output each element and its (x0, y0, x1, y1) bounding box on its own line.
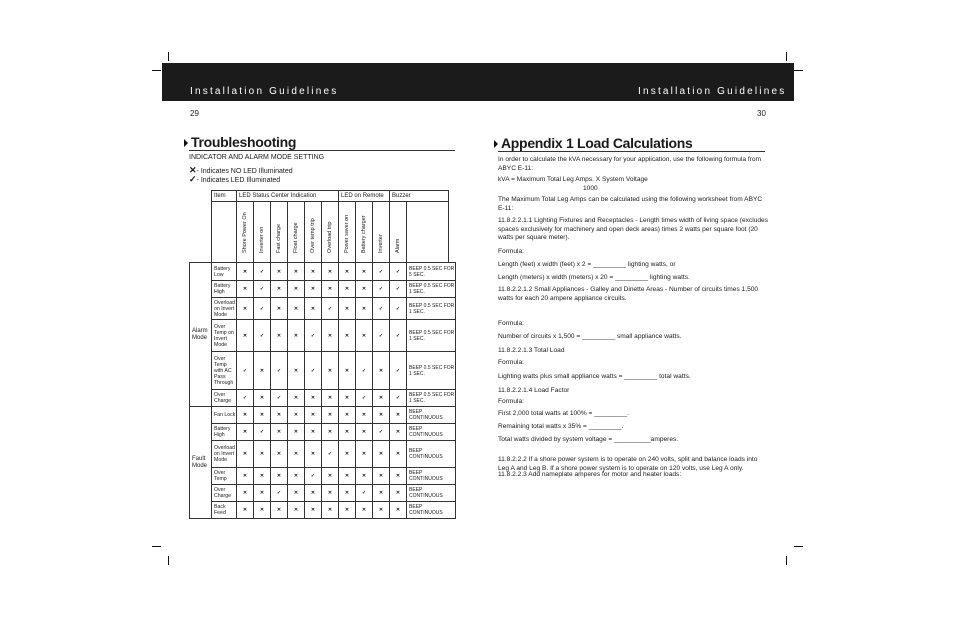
x-mark-icon: ✕ (237, 263, 254, 281)
x-mark-icon: ✕ (271, 298, 288, 320)
row-label: Over Temp with AC Pass Through (212, 352, 237, 390)
x-mark-icon: ✕ (237, 407, 254, 424)
x-mark-icon: ✕ (339, 485, 356, 502)
x-mark-icon: ✕ (373, 485, 390, 502)
buzzer-cell: BEEP CONTINUOUS (407, 485, 456, 502)
check-mark-icon: ✓ (373, 320, 390, 352)
led-remote-header: LED on Remote (339, 191, 390, 202)
crop-mark (152, 546, 161, 547)
blank-header-cell (212, 202, 237, 263)
x-mark-icon: ✕ (271, 468, 288, 485)
body-paragraph: 11.8.2.2.1.2 Small Appliances - Galley and Dinette Areas - Number of circuits times 1,500 watts for each 20 ampere appliance circuits. (498, 286, 759, 302)
x-mark-icon: ✕ (288, 281, 305, 298)
x-mark-icon: ✕ (271, 441, 288, 468)
x-mark-icon: ✕ (373, 502, 390, 519)
x-mark-icon: ✕ (322, 407, 339, 424)
x-mark-icon: ✕ (237, 485, 254, 502)
indicator-table (189, 190, 456, 519)
x-mark-icon: ✕ (339, 320, 356, 352)
x-mark-icon: ✕ (390, 468, 407, 485)
row-label: Over Temp (212, 468, 237, 485)
x-mark-icon: ✕ (271, 320, 288, 352)
table-row (190, 424, 456, 441)
check-mark-icon: ✓ (373, 281, 390, 298)
x-mark-icon: ✕ (305, 263, 322, 281)
indicator-header-3: Float charge (288, 202, 305, 263)
indicator-header-5: Overload trip (322, 202, 339, 263)
x-mark-icon: ✕ (339, 441, 356, 468)
x-mark-icon: ✕ (305, 485, 322, 502)
x-mark-icon: ✕ (356, 502, 373, 519)
check-mark-icon: ✓ (390, 390, 407, 407)
x-mark-icon: ✕ (288, 468, 305, 485)
check-mark-icon: ✓ (356, 390, 373, 407)
buzzer-cell: BEEP CONTINUOUS (407, 502, 456, 519)
x-mark-icon: ✕ (390, 407, 407, 424)
page-number-right: 30 (757, 109, 766, 118)
body-paragraph: Remaining total watts x 35% = _________. (498, 423, 624, 430)
row-label: Over Temp on Invert Mode (212, 320, 237, 352)
x-mark-icon: ✕ (288, 424, 305, 441)
x-mark-icon: ✕ (237, 281, 254, 298)
table-row (190, 468, 456, 485)
x-mark-icon: ✕ (288, 298, 305, 320)
legend-no-led: ✕- Indicates NO LED Illuminated (189, 165, 293, 175)
body-paragraph: 11.8.2.2.1.4 Load Factor (498, 387, 570, 394)
table-row (190, 407, 456, 424)
table-row (190, 352, 456, 390)
indicator-header-8: Inverter (373, 202, 390, 263)
table-row (190, 502, 456, 519)
x-mark-icon: ✕ (373, 407, 390, 424)
x-mark-icon: ✕ (271, 281, 288, 298)
check-mark-icon: ✓ (390, 263, 407, 281)
title-arrow-icon (184, 139, 188, 147)
body-paragraph: Formula: (498, 398, 525, 405)
title-rule (189, 150, 455, 151)
buzzer-header: Buzzer (390, 191, 449, 202)
check-mark-icon: ✓ (356, 352, 373, 390)
x-mark-icon: ✕ (356, 298, 373, 320)
page-number-left: 29 (190, 109, 199, 118)
body-paragraph: Length (meters) x width (meters) x 20 = _________ lighting watts. (498, 274, 690, 281)
x-mark-icon: ✕ (390, 441, 407, 468)
x-mark-icon: ✕ (288, 352, 305, 390)
x-mark-icon: ✕ (322, 468, 339, 485)
check-mark-icon: ✓ (373, 298, 390, 320)
body-paragraph: kVA = Maximum Total Leg Amps. X System Voltage (498, 176, 648, 183)
crop-mark (152, 70, 161, 71)
table-row (190, 298, 456, 320)
x-mark-icon: ✕ (271, 502, 288, 519)
header-left-label: Installation Guidelines (190, 86, 339, 97)
x-mark-icon: ✕ (390, 485, 407, 502)
x-mark-icon: ✕ (339, 502, 356, 519)
x-mark-icon: ✕ (373, 352, 390, 390)
indicator-header-9: Alarm (390, 202, 407, 263)
x-mark-icon: ✕ (339, 468, 356, 485)
x-mark-icon: ✕ (356, 441, 373, 468)
check-mark-icon: ✓ (254, 281, 271, 298)
body-paragraph: Number of circuits x 1,500 = _________ small appliance watts. (498, 333, 682, 340)
x-mark-icon: ✕ (373, 390, 390, 407)
crop-mark (168, 52, 169, 61)
buzzer-cell: BEEP CONTINUOUS (407, 407, 456, 424)
x-mark-icon: ✕ (339, 263, 356, 281)
check-mark-icon: ✓ (390, 281, 407, 298)
x-mark-icon: ✕ (189, 165, 197, 175)
mode-group-label: Alarm Mode (190, 263, 212, 407)
row-label: Back Feed (212, 502, 237, 519)
buzzer-cell: BEEP CONTINUOUS (407, 441, 456, 468)
check-mark-icon: ✓ (390, 298, 407, 320)
check-mark-icon: ✓ (271, 485, 288, 502)
buzzer-cell: BEEP CONTINUOUS (407, 468, 456, 485)
body-paragraph: Formula: (498, 359, 525, 366)
check-mark-icon: ✓ (271, 352, 288, 390)
x-mark-icon: ✕ (305, 298, 322, 320)
x-mark-icon: ✕ (339, 390, 356, 407)
table-row (190, 320, 456, 352)
check-mark-icon: ✓ (373, 263, 390, 281)
x-mark-icon: ✕ (390, 424, 407, 441)
x-mark-icon: ✕ (339, 298, 356, 320)
x-mark-icon: ✕ (237, 298, 254, 320)
buzzer-cell: BEEP 0.5 SEC FOR 1 SEC. (407, 352, 456, 390)
x-mark-icon: ✕ (373, 468, 390, 485)
crop-mark (168, 556, 169, 565)
x-mark-icon: ✕ (322, 502, 339, 519)
x-mark-icon: ✕ (254, 352, 271, 390)
body-paragraph: The Maximum Total Leg Amps can be calculated using the following worksheet from ABYC E-11: (498, 196, 763, 212)
x-mark-icon: ✕ (322, 352, 339, 390)
x-mark-icon: ✕ (288, 407, 305, 424)
body-paragraph: Length (feet) x width (feet) x 2 = _________ lighting watts, or (498, 261, 676, 268)
buzzer-cell: BEEP 0.5 SEC FOR 1 SEC. (407, 320, 456, 352)
item-header: Item (212, 191, 237, 202)
crop-mark (794, 546, 803, 547)
table-row (190, 485, 456, 502)
body-paragraph: 11.8.2.2.3 Add nameplate amperes for motor and heater loads: (498, 471, 682, 478)
x-mark-icon: ✕ (305, 407, 322, 424)
row-label: Over Charge (212, 485, 237, 502)
x-mark-icon: ✕ (237, 502, 254, 519)
x-mark-icon: ✕ (390, 502, 407, 519)
x-mark-icon: ✕ (288, 441, 305, 468)
check-mark-icon: ✓ (305, 352, 322, 390)
appendix-title: Appendix 1 Load Calculations (494, 135, 693, 151)
crop-mark (786, 556, 787, 565)
x-mark-icon: ✕ (305, 502, 322, 519)
x-mark-icon: ✕ (288, 263, 305, 281)
x-mark-icon: ✕ (356, 320, 373, 352)
check-mark-icon: ✓ (254, 263, 271, 281)
x-mark-icon: ✕ (237, 320, 254, 352)
row-label: Battery Low (212, 263, 237, 281)
table-row (190, 263, 456, 281)
row-label: Fan Lock (212, 407, 237, 424)
title-arrow-icon (494, 140, 498, 148)
x-mark-icon: ✕ (373, 441, 390, 468)
x-mark-icon: ✕ (305, 281, 322, 298)
check-mark-icon: ✓ (254, 424, 271, 441)
body-paragraph: Total watts divided by system voltage = __________amperes. (498, 436, 679, 443)
x-mark-icon: ✕ (288, 390, 305, 407)
x-mark-icon: ✕ (254, 485, 271, 502)
x-mark-icon: ✕ (339, 407, 356, 424)
x-mark-icon: ✕ (339, 352, 356, 390)
row-label: Overload on Invert Mode (212, 441, 237, 468)
body-paragraph: Formula: (498, 320, 525, 327)
row-label: Overload on Invert Mode (212, 298, 237, 320)
row-label: Battery High (212, 424, 237, 441)
legend-led: ✓- Indicates LED Illuminated (189, 174, 281, 184)
crop-mark (794, 70, 803, 71)
troubleshooting-title: Troubleshooting (184, 134, 296, 150)
x-mark-icon: ✕ (288, 485, 305, 502)
title-rule (498, 151, 765, 152)
x-mark-icon: ✕ (271, 407, 288, 424)
x-mark-icon: ✕ (356, 263, 373, 281)
blank-header-cell (407, 202, 449, 263)
x-mark-icon: ✕ (322, 281, 339, 298)
check-mark-icon: ✓ (237, 390, 254, 407)
x-mark-icon: ✕ (322, 263, 339, 281)
blank-header-cell (190, 191, 212, 202)
buzzer-cell: BEEP 0.5 SEC FOR 1 SEC. (407, 281, 456, 298)
check-mark-icon: ✓ (356, 485, 373, 502)
indicator-subtitle: INDICATOR AND ALARM MODE SETTING (189, 154, 325, 161)
x-mark-icon: ✕ (322, 390, 339, 407)
buzzer-cell: BEEP 0.5 SEC FOR 1 SEC. (407, 390, 456, 407)
x-mark-icon: ✕ (305, 441, 322, 468)
x-mark-icon: ✕ (356, 281, 373, 298)
x-mark-icon: ✕ (305, 390, 322, 407)
x-mark-icon: ✕ (237, 424, 254, 441)
check-mark-icon: ✓ (322, 441, 339, 468)
blank-header-cell (190, 202, 212, 263)
check-mark-icon: ✓ (254, 320, 271, 352)
row-label: Over Charge (212, 390, 237, 407)
indicator-header-2: Fast charge (271, 202, 288, 263)
x-mark-icon: ✕ (322, 485, 339, 502)
x-mark-icon: ✕ (356, 407, 373, 424)
check-mark-icon: ✓ (271, 390, 288, 407)
x-mark-icon: ✕ (339, 424, 356, 441)
x-mark-icon: ✕ (271, 263, 288, 281)
intro-paragraph: In order to calculate the kVA necessary for your application, use the following formula from ABYC E-11: (498, 156, 762, 172)
check-mark-icon: ✓ (390, 352, 407, 390)
indicator-header-1: Inverter on (254, 202, 271, 263)
x-mark-icon: ✕ (254, 441, 271, 468)
indicator-header-7: Battery charger (356, 202, 373, 263)
x-mark-icon: ✕ (254, 468, 271, 485)
x-mark-icon: ✕ (356, 468, 373, 485)
x-mark-icon: ✕ (322, 424, 339, 441)
buzzer-cell: BEEP CONTINUOUS (407, 424, 456, 441)
check-mark-icon: ✓ (254, 298, 271, 320)
check-mark-icon: ✓ (390, 320, 407, 352)
x-mark-icon: ✕ (237, 468, 254, 485)
table-row (190, 441, 456, 468)
check-mark-icon: ✓ (237, 352, 254, 390)
led-status-header: LED Status Center Indication (237, 191, 339, 202)
buzzer-cell: BEEP 0.5 SEC FOR 1 SEC. (407, 298, 456, 320)
x-mark-icon: ✕ (356, 424, 373, 441)
indicator-header-6: Power saver on (339, 202, 356, 263)
x-mark-icon: ✕ (305, 424, 322, 441)
x-mark-icon: ✕ (271, 424, 288, 441)
body-paragraph: First 2,000 total watts at 100% = _________. (498, 410, 630, 417)
check-mark-icon: ✓ (189, 174, 197, 184)
buzzer-cell: BEEP 0.5 SEC FOR 5 SEC. (407, 263, 456, 281)
check-mark-icon: ✓ (305, 468, 322, 485)
check-mark-icon: ✓ (322, 298, 339, 320)
table-row (190, 390, 456, 407)
indicator-header-4: Over temp trip (305, 202, 322, 263)
table-row (190, 281, 456, 298)
x-mark-icon: ✕ (254, 407, 271, 424)
body-paragraph: Lighting watts plus small appliance watts = _________ total watts. (498, 373, 691, 380)
x-mark-icon: ✕ (288, 320, 305, 352)
header-right-label: Installation Guidelines (638, 86, 787, 97)
body-paragraph: 11.8.2.2.1.3 Total Load (498, 347, 565, 354)
body-paragraph: 1000 (583, 185, 598, 192)
check-mark-icon: ✓ (305, 320, 322, 352)
x-mark-icon: ✕ (288, 502, 305, 519)
body-paragraph: 11.8.2.2.2 If a shore power system is to operate on 240 volts, split and balance loads into Leg A and Leg B. If a shore power system is to operate on 120 volts, use Leg A only. (498, 456, 758, 472)
indicator-header-0: Shore Power On (237, 202, 254, 263)
row-label: Battery High (212, 281, 237, 298)
x-mark-icon: ✕ (339, 281, 356, 298)
x-mark-icon: ✕ (254, 502, 271, 519)
check-mark-icon: ✓ (373, 424, 390, 441)
mode-group-label: Fault Mode (190, 407, 212, 519)
x-mark-icon: ✕ (237, 441, 254, 468)
body-paragraph: 11.8.2.2.1.1 Lighting Fixtures and Receptacles - Length times width of living space (excludes spaces exclusively for machinery and open deck areas) times 2 watts per square foot (20 watts per square meter). (498, 217, 769, 241)
crop-mark (786, 52, 787, 61)
x-mark-icon: ✕ (254, 390, 271, 407)
x-mark-icon: ✕ (322, 320, 339, 352)
body-paragraph: Formula: (498, 248, 525, 255)
